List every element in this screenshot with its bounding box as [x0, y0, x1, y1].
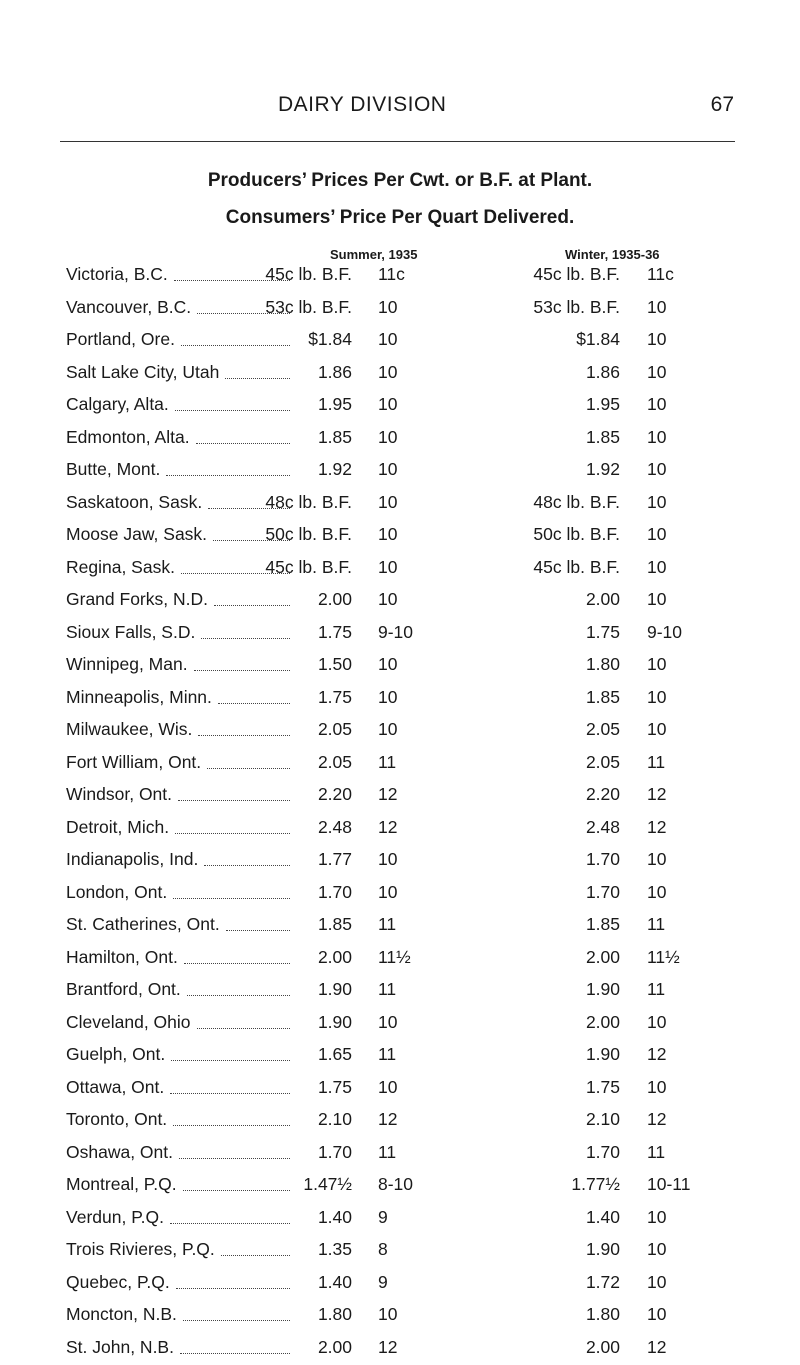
- table-row: [0, 1268, 800, 1301]
- dot-leader: [176, 1288, 290, 1289]
- summer-producer-price: 50c lb. B.F.: [265, 524, 352, 545]
- city-name: Moose Jaw, Sask.: [66, 524, 207, 545]
- city-name: Fort William, Ont.: [66, 752, 201, 773]
- winter-quart-price: 10: [647, 849, 666, 870]
- summer-quart-price: 10: [378, 557, 397, 578]
- winter-column-header: Winter, 1935-36: [565, 247, 660, 262]
- summer-producer-price: 2.48: [318, 817, 352, 838]
- summer-quart-price: 10: [378, 589, 397, 610]
- table-row: [0, 1235, 800, 1268]
- summer-producer-price: $1.84: [308, 329, 352, 350]
- winter-quart-price: 12: [647, 1109, 666, 1130]
- winter-producer-price: 1.75: [586, 622, 620, 643]
- summer-quart-price: 12: [378, 1337, 397, 1358]
- summer-quart-price: 8: [378, 1239, 388, 1260]
- city-name: Brantford, Ont.: [66, 979, 181, 1000]
- dot-leader: [166, 475, 290, 476]
- winter-producer-price: $1.84: [576, 329, 620, 350]
- city-name: Sioux Falls, S.D.: [66, 622, 195, 643]
- dot-leader: [180, 1353, 290, 1354]
- dot-leader: [214, 605, 290, 606]
- city-name: St. Catherines, Ont.: [66, 914, 220, 935]
- dot-leader: [201, 638, 290, 639]
- dot-leader: [170, 1223, 290, 1224]
- winter-producer-price: 1.77½: [571, 1174, 620, 1195]
- winter-quart-price: 11: [647, 979, 665, 1000]
- winter-quart-price: 11½: [647, 947, 680, 968]
- city-name: Calgary, Alta.: [66, 394, 169, 415]
- table-row: [0, 1073, 800, 1106]
- running-header: [0, 92, 800, 132]
- summer-producer-price: 2.00: [318, 947, 352, 968]
- winter-quart-price: 10: [647, 557, 666, 578]
- summer-quart-price: 9-10: [378, 622, 413, 643]
- table-row: [0, 553, 800, 586]
- summer-quart-price: 8-10: [378, 1174, 413, 1195]
- winter-quart-price: 10: [647, 524, 666, 545]
- winter-quart-price: 10: [647, 654, 666, 675]
- dot-leader: [183, 1190, 290, 1191]
- summer-producer-price: 45c lb. B.F.: [265, 264, 352, 285]
- dot-leader: [178, 800, 290, 801]
- winter-quart-price: 10: [647, 394, 666, 415]
- city-name: Vancouver, B.C.: [66, 297, 191, 318]
- dot-leader: [171, 1060, 290, 1061]
- city-name: Detroit, Mich.: [66, 817, 169, 838]
- winter-producer-price: 1.92: [586, 459, 620, 480]
- city-name: Regina, Sask.: [66, 557, 175, 578]
- table-row: [0, 910, 800, 943]
- summer-quart-price: 10: [378, 492, 397, 513]
- city-name: Grand Forks, N.D.: [66, 589, 208, 610]
- summer-producer-price: 1.95: [318, 394, 352, 415]
- winter-producer-price: 48c lb. B.F.: [533, 492, 620, 513]
- summer-producer-price: 1.40: [318, 1272, 352, 1293]
- summer-quart-price: 10: [378, 297, 397, 318]
- winter-producer-price: 1.72: [586, 1272, 620, 1293]
- winter-quart-price: 10: [647, 1304, 666, 1325]
- winter-producer-price: 50c lb. B.F.: [533, 524, 620, 545]
- summer-producer-price: 1.75: [318, 687, 352, 708]
- table-row: [0, 1203, 800, 1236]
- summer-producer-price: 53c lb. B.F.: [265, 297, 352, 318]
- summer-quart-price: 11: [378, 979, 396, 1000]
- city-name: Indianapolis, Ind.: [66, 849, 198, 870]
- winter-quart-price: 10: [647, 362, 666, 383]
- summer-quart-price: 10: [378, 1012, 397, 1033]
- city-name: Toronto, Ont.: [66, 1109, 167, 1130]
- summer-producer-price: 2.05: [318, 719, 352, 740]
- winter-producer-price: 2.05: [586, 719, 620, 740]
- dot-leader: [218, 703, 290, 704]
- winter-quart-price: 10: [647, 459, 666, 480]
- summer-quart-price: 10: [378, 719, 397, 740]
- table-row: [0, 520, 800, 553]
- table-row: [0, 585, 800, 618]
- table-row: [0, 1138, 800, 1171]
- table-row: [0, 1333, 800, 1365]
- summer-quart-price: 12: [378, 1109, 397, 1130]
- dot-leader: [196, 443, 290, 444]
- table-row: [0, 943, 800, 976]
- table-row: [0, 293, 800, 326]
- summer-producer-price: 2.00: [318, 1337, 352, 1358]
- dot-leader: [184, 963, 290, 964]
- city-name: Oshawa, Ont.: [66, 1142, 173, 1163]
- winter-producer-price: 2.00: [586, 1012, 620, 1033]
- summer-producer-price: 1.85: [318, 914, 352, 935]
- dot-leader: [204, 865, 290, 866]
- winter-quart-price: 11: [647, 752, 665, 773]
- winter-producer-price: 1.80: [586, 654, 620, 675]
- winter-quart-price: 10: [647, 427, 666, 448]
- city-name: Windsor, Ont.: [66, 784, 172, 805]
- summer-producer-price: 1.85: [318, 427, 352, 448]
- winter-quart-price: 11: [647, 1142, 665, 1163]
- winter-producer-price: 2.10: [586, 1109, 620, 1130]
- summer-quart-price: 11: [378, 1044, 396, 1065]
- dot-leader: [170, 1093, 290, 1094]
- summer-quart-price: 10: [378, 1304, 397, 1325]
- dot-leader: [198, 735, 290, 736]
- winter-producer-price: 1.70: [586, 849, 620, 870]
- table-row: [0, 1105, 800, 1138]
- summer-producer-price: 1.75: [318, 1077, 352, 1098]
- table-row: [0, 1170, 800, 1203]
- winter-producer-price: 2.48: [586, 817, 620, 838]
- table-row: [0, 650, 800, 683]
- summer-quart-price: 10: [378, 882, 397, 903]
- summer-quart-price: 10: [378, 394, 397, 415]
- winter-producer-price: 2.00: [586, 589, 620, 610]
- winter-quart-price: 10: [647, 1207, 666, 1228]
- summer-producer-price: 1.47½: [303, 1174, 352, 1195]
- winter-quart-price: 12: [647, 784, 666, 805]
- dot-leader: [225, 378, 290, 379]
- winter-quart-price: 12: [647, 1337, 666, 1358]
- dot-leader: [226, 930, 290, 931]
- summer-quart-price: 12: [378, 817, 397, 838]
- city-name: Saskatoon, Sask.: [66, 492, 202, 513]
- winter-quart-price: 12: [647, 817, 666, 838]
- winter-quart-price: 10: [647, 719, 666, 740]
- city-name: Portland, Ore.: [66, 329, 175, 350]
- summer-producer-price: 1.90: [318, 1012, 352, 1033]
- summer-quart-price: 9: [378, 1207, 388, 1228]
- winter-quart-price: 9-10: [647, 622, 682, 643]
- city-name: Guelph, Ont.: [66, 1044, 165, 1065]
- city-name: Minneapolis, Minn.: [66, 687, 212, 708]
- price-table: [0, 260, 800, 1365]
- table-row: [0, 358, 800, 391]
- page-number: 67: [711, 92, 734, 118]
- summer-quart-price: 9: [378, 1272, 388, 1293]
- city-name: Moncton, N.B.: [66, 1304, 177, 1325]
- dot-leader: [175, 410, 290, 411]
- table-row: [0, 390, 800, 423]
- winter-producer-price: 1.90: [586, 979, 620, 1000]
- winter-quart-price: 10: [647, 687, 666, 708]
- city-name: Milwaukee, Wis.: [66, 719, 192, 740]
- city-name: St. John, N.B.: [66, 1337, 174, 1358]
- winter-producer-price: 45c lb. B.F.: [533, 264, 620, 285]
- summer-producer-price: 1.77: [318, 849, 352, 870]
- table-row: [0, 748, 800, 781]
- city-name: Salt Lake City, Utah: [66, 362, 219, 383]
- city-name: Montreal, P.Q.: [66, 1174, 177, 1195]
- winter-quart-price: 10: [647, 1272, 666, 1293]
- summer-producer-price: 2.05: [318, 752, 352, 773]
- city-name: Ottawa, Ont.: [66, 1077, 164, 1098]
- winter-producer-price: 1.90: [586, 1044, 620, 1065]
- dot-leader: [197, 1028, 290, 1029]
- summer-producer-price: 1.50: [318, 654, 352, 675]
- summer-quart-price: 10: [378, 654, 397, 675]
- city-name: Butte, Mont.: [66, 459, 160, 480]
- summer-producer-price: 1.35: [318, 1239, 352, 1260]
- summer-quart-price: 11: [378, 1142, 396, 1163]
- summer-producer-price: 2.20: [318, 784, 352, 805]
- table-row: [0, 618, 800, 651]
- table-row: [0, 683, 800, 716]
- winter-producer-price: 1.85: [586, 687, 620, 708]
- summer-column-header: Summer, 1935: [330, 247, 417, 262]
- summer-producer-price: 1.70: [318, 1142, 352, 1163]
- table-row: [0, 1300, 800, 1333]
- winter-producer-price: 1.85: [586, 427, 620, 448]
- winter-producer-price: 1.95: [586, 394, 620, 415]
- dot-leader: [187, 995, 290, 996]
- summer-quart-price: 10: [378, 687, 397, 708]
- summer-producer-price: 2.00: [318, 589, 352, 610]
- winter-producer-price: 2.00: [586, 1337, 620, 1358]
- dot-leader: [181, 345, 290, 346]
- table-row: [0, 488, 800, 521]
- running-title: DAIRY DIVISION: [278, 92, 446, 118]
- table-row: [0, 813, 800, 846]
- winter-quart-price: 10: [647, 297, 666, 318]
- city-name: Victoria, B.C.: [66, 264, 168, 285]
- summer-producer-price: 1.40: [318, 1207, 352, 1228]
- table-row: [0, 975, 800, 1008]
- winter-quart-price: 10: [647, 1012, 666, 1033]
- winter-quart-price: 10: [647, 1077, 666, 1098]
- table-heading-consumers: Consumers’ Price Per Quart Delivered.: [0, 207, 800, 229]
- winter-quart-price: 12: [647, 1044, 666, 1065]
- dot-leader: [207, 768, 290, 769]
- city-name: Hamilton, Ont.: [66, 947, 178, 968]
- summer-quart-price: 10: [378, 329, 397, 350]
- table-row: [0, 423, 800, 456]
- winter-producer-price: 1.70: [586, 882, 620, 903]
- summer-producer-price: 48c lb. B.F.: [265, 492, 352, 513]
- dot-leader: [194, 670, 290, 671]
- city-name: Cleveland, Ohio: [66, 1012, 191, 1033]
- summer-quart-price: 10: [378, 459, 397, 480]
- table-row: [0, 845, 800, 878]
- table-row: [0, 878, 800, 911]
- dot-leader: [173, 1125, 290, 1126]
- summer-quart-price: 11: [378, 752, 396, 773]
- winter-quart-price: 11: [647, 914, 665, 935]
- winter-quart-price: 10: [647, 589, 666, 610]
- winter-producer-price: 1.75: [586, 1077, 620, 1098]
- city-name: Edmonton, Alta.: [66, 427, 190, 448]
- winter-producer-price: 2.20: [586, 784, 620, 805]
- dot-leader: [221, 1255, 290, 1256]
- summer-quart-price: 10: [378, 849, 397, 870]
- city-name: Verdun, P.Q.: [66, 1207, 164, 1228]
- summer-quart-price: 11½: [378, 947, 411, 968]
- winter-producer-price: 1.90: [586, 1239, 620, 1260]
- table-row: [0, 455, 800, 488]
- dot-leader: [175, 833, 290, 834]
- table-row: [0, 325, 800, 358]
- city-name: Trois Rivieres, P.Q.: [66, 1239, 215, 1260]
- winter-producer-price: 53c lb. B.F.: [533, 297, 620, 318]
- summer-quart-price: 10: [378, 427, 397, 448]
- dot-leader: [183, 1320, 290, 1321]
- dot-leader: [179, 1158, 290, 1159]
- summer-quart-price: 10: [378, 1077, 397, 1098]
- summer-quart-price: 11c: [378, 264, 405, 285]
- city-name: London, Ont.: [66, 882, 167, 903]
- summer-quart-price: 11: [378, 914, 396, 935]
- winter-producer-price: 2.00: [586, 947, 620, 968]
- summer-quart-price: 12: [378, 784, 397, 805]
- winter-producer-price: 45c lb. B.F.: [533, 557, 620, 578]
- winter-producer-price: 1.80: [586, 1304, 620, 1325]
- winter-producer-price: 1.40: [586, 1207, 620, 1228]
- winter-producer-price: 1.85: [586, 914, 620, 935]
- winter-producer-price: 1.86: [586, 362, 620, 383]
- summer-producer-price: 1.80: [318, 1304, 352, 1325]
- summer-producer-price: 2.10: [318, 1109, 352, 1130]
- table-row: [0, 260, 800, 293]
- winter-producer-price: 2.05: [586, 752, 620, 773]
- table-row: [0, 780, 800, 813]
- winter-quart-price: 11c: [647, 264, 674, 285]
- winter-quart-price: 10: [647, 1239, 666, 1260]
- summer-quart-price: 10: [378, 524, 397, 545]
- summer-quart-price: 10: [378, 362, 397, 383]
- summer-producer-price: 45c lb. B.F.: [265, 557, 352, 578]
- city-name: Winnipeg, Man.: [66, 654, 188, 675]
- table-row: [0, 1008, 800, 1041]
- table-row: [0, 1040, 800, 1073]
- winter-quart-price: 10: [647, 329, 666, 350]
- winter-quart-price: 10: [647, 882, 666, 903]
- summer-producer-price: 1.90: [318, 979, 352, 1000]
- summer-producer-price: 1.92: [318, 459, 352, 480]
- winter-quart-price: 10-11: [647, 1174, 690, 1195]
- header-rule: [60, 141, 735, 142]
- dot-leader: [173, 898, 290, 899]
- winter-quart-price: 10: [647, 492, 666, 513]
- table-row: [0, 715, 800, 748]
- summer-producer-price: 1.75: [318, 622, 352, 643]
- summer-producer-price: 1.65: [318, 1044, 352, 1065]
- summer-producer-price: 1.86: [318, 362, 352, 383]
- summer-producer-price: 1.70: [318, 882, 352, 903]
- winter-producer-price: 1.70: [586, 1142, 620, 1163]
- city-name: Quebec, P.Q.: [66, 1272, 170, 1293]
- table-heading-producers: Producers’ Prices Per Cwt. or B.F. at Plant.: [0, 170, 800, 192]
